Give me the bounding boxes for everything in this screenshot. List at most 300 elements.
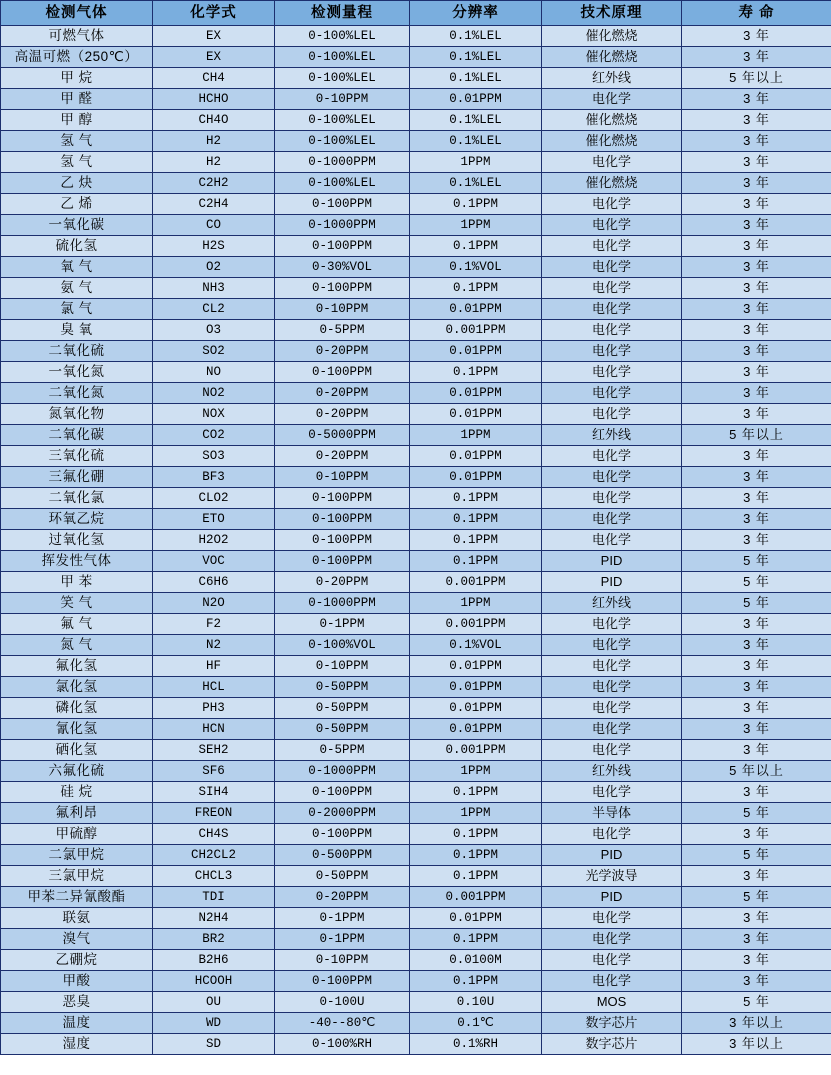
- cell-gas: 氮氧化物: [1, 404, 153, 425]
- column-header-formula: 化学式: [153, 1, 275, 26]
- cell-range: 0-50PPM: [275, 677, 410, 698]
- cell-formula: F2: [153, 614, 275, 635]
- cell-principle: 催化燃烧: [542, 26, 682, 47]
- cell-lifetime: 5 年: [682, 992, 831, 1013]
- cell-formula: B2H6: [153, 950, 275, 971]
- cell-formula: H2: [153, 152, 275, 173]
- cell-gas: 恶臭: [1, 992, 153, 1013]
- table-row: [1, 215, 831, 236]
- cell-lifetime: 3 年: [682, 236, 831, 257]
- table-row: [1, 236, 831, 257]
- cell-range: 0-20PPM: [275, 887, 410, 908]
- cell-lifetime: 5 年以上: [682, 761, 831, 782]
- table-row: [1, 1013, 831, 1034]
- cell-resolution: 0.1PPM: [410, 488, 542, 509]
- cell-range: 0-5PPM: [275, 320, 410, 341]
- table-row: [1, 950, 831, 971]
- table-header: [1, 1, 831, 26]
- cell-gas: 乙 炔: [1, 173, 153, 194]
- cell-principle: 电化学: [542, 446, 682, 467]
- cell-principle: 光学波导: [542, 866, 682, 887]
- cell-gas: 甲 烷: [1, 68, 153, 89]
- table-row: [1, 614, 831, 635]
- cell-principle: 电化学: [542, 950, 682, 971]
- cell-principle: 电化学: [542, 509, 682, 530]
- cell-range: 0-100PPM: [275, 362, 410, 383]
- cell-resolution: 0.01PPM: [410, 908, 542, 929]
- cell-range: 0-10PPM: [275, 299, 410, 320]
- table-row: [1, 887, 831, 908]
- cell-principle: 半导体: [542, 803, 682, 824]
- table-row: [1, 656, 831, 677]
- table-row: [1, 341, 831, 362]
- cell-lifetime: 5 年: [682, 803, 831, 824]
- cell-principle: 电化学: [542, 698, 682, 719]
- table-row: [1, 131, 831, 152]
- cell-principle: 电化学: [542, 194, 682, 215]
- cell-lifetime: 3 年: [682, 929, 831, 950]
- table-row: [1, 824, 831, 845]
- table-row: [1, 194, 831, 215]
- cell-formula: SIH4: [153, 782, 275, 803]
- cell-gas: 硫化氢: [1, 236, 153, 257]
- cell-formula: H2: [153, 131, 275, 152]
- cell-gas: 高温可燃（250℃）: [1, 47, 153, 68]
- cell-range: 0-100PPM: [275, 509, 410, 530]
- cell-resolution: 1PPM: [410, 152, 542, 173]
- cell-lifetime: 3 年: [682, 110, 831, 131]
- cell-range: 0-10PPM: [275, 467, 410, 488]
- cell-lifetime: 3 年: [682, 719, 831, 740]
- cell-formula: ETO: [153, 509, 275, 530]
- cell-principle: 电化学: [542, 341, 682, 362]
- table-row: [1, 551, 831, 572]
- cell-gas: 温度: [1, 1013, 153, 1034]
- cell-lifetime: 3 年: [682, 383, 831, 404]
- cell-range: 0-1000PPM: [275, 761, 410, 782]
- cell-resolution: 0.0100M: [410, 950, 542, 971]
- cell-principle: MOS: [542, 992, 682, 1013]
- cell-formula: OU: [153, 992, 275, 1013]
- cell-gas: 乙 烯: [1, 194, 153, 215]
- cell-resolution: 1PPM: [410, 593, 542, 614]
- table-row: [1, 299, 831, 320]
- cell-gas: 一氧化碳: [1, 215, 153, 236]
- table-row: [1, 467, 831, 488]
- cell-gas: 甲酸: [1, 971, 153, 992]
- cell-lifetime: 3 年: [682, 299, 831, 320]
- cell-gas: 甲苯二异氰酸酯: [1, 887, 153, 908]
- cell-range: 0-100%LEL: [275, 131, 410, 152]
- cell-principle: 电化学: [542, 320, 682, 341]
- cell-range: 0-100%LEL: [275, 173, 410, 194]
- cell-resolution: 1PPM: [410, 425, 542, 446]
- cell-lifetime: 3 年: [682, 341, 831, 362]
- header-row: [1, 1, 831, 26]
- cell-gas: 甲 醇: [1, 110, 153, 131]
- cell-formula: EX: [153, 26, 275, 47]
- cell-lifetime: 5 年: [682, 572, 831, 593]
- cell-formula: SF6: [153, 761, 275, 782]
- cell-gas: 联氨: [1, 908, 153, 929]
- cell-resolution: 1PPM: [410, 761, 542, 782]
- cell-resolution: 0.01PPM: [410, 446, 542, 467]
- cell-gas: 甲 苯: [1, 572, 153, 593]
- cell-principle: 电化学: [542, 404, 682, 425]
- cell-lifetime: 3 年: [682, 446, 831, 467]
- cell-gas: 氰化氢: [1, 719, 153, 740]
- table-row: [1, 1034, 831, 1055]
- cell-range: 0-5000PPM: [275, 425, 410, 446]
- table-row: [1, 530, 831, 551]
- cell-range: 0-20PPM: [275, 383, 410, 404]
- cell-lifetime: 3 年: [682, 530, 831, 551]
- cell-formula: HCHO: [153, 89, 275, 110]
- cell-gas: 二氧化氯: [1, 488, 153, 509]
- cell-gas: 乙硼烷: [1, 950, 153, 971]
- table-row: [1, 110, 831, 131]
- cell-formula: CH2CL2: [153, 845, 275, 866]
- cell-lifetime: 3 年: [682, 215, 831, 236]
- cell-lifetime: 3 年以上: [682, 1013, 831, 1034]
- cell-lifetime: 3 年: [682, 740, 831, 761]
- cell-formula: WD: [153, 1013, 275, 1034]
- cell-range: 0-100%LEL: [275, 110, 410, 131]
- cell-gas: 三氧化硫: [1, 446, 153, 467]
- cell-principle: 电化学: [542, 929, 682, 950]
- cell-resolution: 0.1%LEL: [410, 26, 542, 47]
- cell-gas: 可燃气体: [1, 26, 153, 47]
- cell-gas: 溴气: [1, 929, 153, 950]
- table-row: [1, 278, 831, 299]
- cell-gas: 三氯甲烷: [1, 866, 153, 887]
- cell-resolution: 0.001PPM: [410, 320, 542, 341]
- cell-gas: 二氧化氮: [1, 383, 153, 404]
- cell-resolution: 0.1PPM: [410, 362, 542, 383]
- cell-principle: PID: [542, 887, 682, 908]
- table-row: [1, 992, 831, 1013]
- cell-range: 0-50PPM: [275, 866, 410, 887]
- cell-range: 0-50PPM: [275, 698, 410, 719]
- cell-gas: 湿度: [1, 1034, 153, 1055]
- cell-formula: C2H4: [153, 194, 275, 215]
- cell-resolution: 0.01PPM: [410, 89, 542, 110]
- cell-range: 0-30%VOL: [275, 257, 410, 278]
- cell-principle: 催化燃烧: [542, 47, 682, 68]
- cell-resolution: 0.001PPM: [410, 740, 542, 761]
- cell-lifetime: 3 年: [682, 698, 831, 719]
- cell-lifetime: 3 年: [682, 950, 831, 971]
- cell-range: 0-1000PPM: [275, 593, 410, 614]
- cell-gas: 臭 氧: [1, 320, 153, 341]
- table-row: [1, 698, 831, 719]
- cell-resolution: 1PPM: [410, 803, 542, 824]
- cell-resolution: 0.01PPM: [410, 656, 542, 677]
- table-body: [1, 26, 831, 1055]
- table-row: [1, 782, 831, 803]
- table-row: [1, 152, 831, 173]
- cell-principle: 电化学: [542, 362, 682, 383]
- cell-principle: 数字芯片: [542, 1034, 682, 1055]
- cell-lifetime: 3 年: [682, 782, 831, 803]
- column-header-lifetime: 寿 命: [682, 1, 831, 26]
- cell-formula: HCOOH: [153, 971, 275, 992]
- cell-principle: 电化学: [542, 299, 682, 320]
- cell-range: 0-100PPM: [275, 194, 410, 215]
- cell-resolution: 0.001PPM: [410, 572, 542, 593]
- cell-resolution: 0.01PPM: [410, 383, 542, 404]
- table-row: [1, 362, 831, 383]
- column-header-principle: 技术原理: [542, 1, 682, 26]
- cell-range: 0-500PPM: [275, 845, 410, 866]
- cell-resolution: 0.1PPM: [410, 509, 542, 530]
- cell-lifetime: 3 年: [682, 89, 831, 110]
- table-row: [1, 866, 831, 887]
- cell-formula: CLO2: [153, 488, 275, 509]
- cell-gas: 二氯甲烷: [1, 845, 153, 866]
- cell-gas: 硒化氢: [1, 740, 153, 761]
- column-header-resolution: 分辨率: [410, 1, 542, 26]
- table-row: [1, 383, 831, 404]
- cell-formula: H2S: [153, 236, 275, 257]
- cell-resolution: 1PPM: [410, 215, 542, 236]
- cell-lifetime: 5 年以上: [682, 425, 831, 446]
- cell-gas: 氯化氢: [1, 677, 153, 698]
- cell-principle: 电化学: [542, 530, 682, 551]
- cell-resolution: 0.01PPM: [410, 341, 542, 362]
- cell-lifetime: 3 年: [682, 26, 831, 47]
- cell-resolution: 0.1%LEL: [410, 131, 542, 152]
- table-row: [1, 89, 831, 110]
- table-row: [1, 26, 831, 47]
- cell-gas: 氢 气: [1, 131, 153, 152]
- cell-lifetime: 3 年: [682, 908, 831, 929]
- cell-range: 0-100U: [275, 992, 410, 1013]
- cell-lifetime: 3 年: [682, 404, 831, 425]
- cell-gas: 氟化氢: [1, 656, 153, 677]
- cell-formula: CO2: [153, 425, 275, 446]
- cell-formula: N2H4: [153, 908, 275, 929]
- table-row: [1, 908, 831, 929]
- cell-range: 0-100PPM: [275, 551, 410, 572]
- cell-range: 0-5PPM: [275, 740, 410, 761]
- cell-principle: 催化燃烧: [542, 131, 682, 152]
- cell-range: 0-10PPM: [275, 656, 410, 677]
- cell-lifetime: 3 年: [682, 152, 831, 173]
- cell-gas: 氟 气: [1, 614, 153, 635]
- cell-gas: 二氧化碳: [1, 425, 153, 446]
- cell-formula: NO2: [153, 383, 275, 404]
- cell-formula: HF: [153, 656, 275, 677]
- table-row: [1, 593, 831, 614]
- cell-formula: CL2: [153, 299, 275, 320]
- cell-principle: 电化学: [542, 824, 682, 845]
- table-row: [1, 740, 831, 761]
- table-row: [1, 572, 831, 593]
- cell-lifetime: 3 年: [682, 278, 831, 299]
- cell-range: 0-1PPM: [275, 908, 410, 929]
- table-row: [1, 488, 831, 509]
- cell-principle: 催化燃烧: [542, 110, 682, 131]
- cell-gas: 氨 气: [1, 278, 153, 299]
- cell-resolution: 0.1PPM: [410, 236, 542, 257]
- cell-formula: NO: [153, 362, 275, 383]
- table-row: [1, 173, 831, 194]
- cell-principle: 电化学: [542, 719, 682, 740]
- cell-range: 0-20PPM: [275, 572, 410, 593]
- cell-principle: 数字芯片: [542, 1013, 682, 1034]
- cell-gas: 环氧乙烷: [1, 509, 153, 530]
- cell-principle: 电化学: [542, 782, 682, 803]
- cell-formula: N2: [153, 635, 275, 656]
- cell-principle: 电化学: [542, 236, 682, 257]
- cell-lifetime: 3 年: [682, 866, 831, 887]
- cell-range: 0-100%RH: [275, 1034, 410, 1055]
- cell-formula: N2O: [153, 593, 275, 614]
- cell-resolution: 0.01PPM: [410, 404, 542, 425]
- table-row: [1, 677, 831, 698]
- cell-resolution: 0.1%VOL: [410, 257, 542, 278]
- cell-lifetime: 3 年: [682, 257, 831, 278]
- cell-gas: 一氧化氮: [1, 362, 153, 383]
- cell-principle: 电化学: [542, 635, 682, 656]
- cell-formula: BF3: [153, 467, 275, 488]
- cell-principle: 电化学: [542, 614, 682, 635]
- cell-formula: CH4O: [153, 110, 275, 131]
- cell-resolution: 0.1PPM: [410, 530, 542, 551]
- cell-lifetime: 3 年: [682, 362, 831, 383]
- cell-range: 0-100PPM: [275, 488, 410, 509]
- cell-lifetime: 5 年: [682, 593, 831, 614]
- cell-lifetime: 3 年: [682, 467, 831, 488]
- cell-resolution: 0.01PPM: [410, 467, 542, 488]
- cell-range: 0-100PPM: [275, 278, 410, 299]
- cell-resolution: 0.1PPM: [410, 824, 542, 845]
- cell-principle: 电化学: [542, 89, 682, 110]
- cell-formula: TDI: [153, 887, 275, 908]
- cell-resolution: 0.1PPM: [410, 194, 542, 215]
- cell-resolution: 0.1PPM: [410, 866, 542, 887]
- cell-principle: 电化学: [542, 257, 682, 278]
- cell-principle: 电化学: [542, 383, 682, 404]
- cell-gas: 挥发性气体: [1, 551, 153, 572]
- cell-gas: 氮 气: [1, 635, 153, 656]
- cell-principle: 电化学: [542, 488, 682, 509]
- cell-lifetime: 3 年: [682, 614, 831, 635]
- cell-lifetime: 3 年: [682, 509, 831, 530]
- cell-principle: PID: [542, 572, 682, 593]
- cell-principle: 电化学: [542, 215, 682, 236]
- cell-principle: 红外线: [542, 593, 682, 614]
- cell-lifetime: 3 年: [682, 656, 831, 677]
- cell-range: 0-10PPM: [275, 950, 410, 971]
- cell-range: 0-1000PPM: [275, 215, 410, 236]
- table-row: [1, 425, 831, 446]
- cell-gas: 六氟化硫: [1, 761, 153, 782]
- table-row: [1, 446, 831, 467]
- table-row: [1, 761, 831, 782]
- cell-resolution: 0.1%LEL: [410, 47, 542, 68]
- cell-formula: CO: [153, 215, 275, 236]
- cell-resolution: 0.001PPM: [410, 887, 542, 908]
- cell-lifetime: 5 年: [682, 551, 831, 572]
- cell-range: -40--80℃: [275, 1013, 410, 1034]
- cell-principle: 红外线: [542, 425, 682, 446]
- table-row: [1, 845, 831, 866]
- table-row: [1, 257, 831, 278]
- cell-resolution: 0.1%RH: [410, 1034, 542, 1055]
- cell-range: 0-100PPM: [275, 782, 410, 803]
- cell-gas: 氟利昂: [1, 803, 153, 824]
- cell-lifetime: 3 年: [682, 131, 831, 152]
- cell-formula: H2O2: [153, 530, 275, 551]
- cell-range: 0-50PPM: [275, 719, 410, 740]
- table-row: [1, 635, 831, 656]
- cell-formula: VOC: [153, 551, 275, 572]
- cell-lifetime: 3 年: [682, 194, 831, 215]
- cell-gas: 二氧化硫: [1, 341, 153, 362]
- cell-principle: 电化学: [542, 152, 682, 173]
- cell-gas: 甲硫醇: [1, 824, 153, 845]
- cell-range: 0-100PPM: [275, 236, 410, 257]
- cell-lifetime: 3 年: [682, 488, 831, 509]
- cell-formula: SEH2: [153, 740, 275, 761]
- column-header-range: 检测量程: [275, 1, 410, 26]
- cell-principle: 电化学: [542, 677, 682, 698]
- cell-formula: FREON: [153, 803, 275, 824]
- cell-resolution: 0.1%LEL: [410, 110, 542, 131]
- cell-lifetime: 3 年: [682, 824, 831, 845]
- cell-lifetime: 3 年: [682, 320, 831, 341]
- cell-lifetime: 3 年: [682, 635, 831, 656]
- cell-principle: 电化学: [542, 656, 682, 677]
- cell-lifetime: 5 年: [682, 845, 831, 866]
- cell-gas: 氧 气: [1, 257, 153, 278]
- cell-resolution: 0.1PPM: [410, 845, 542, 866]
- cell-resolution: 0.1%VOL: [410, 635, 542, 656]
- cell-resolution: 0.001PPM: [410, 614, 542, 635]
- cell-formula: C6H6: [153, 572, 275, 593]
- cell-formula: HCL: [153, 677, 275, 698]
- table-row: [1, 404, 831, 425]
- cell-formula: SO2: [153, 341, 275, 362]
- cell-gas: 氢 气: [1, 152, 153, 173]
- cell-range: 0-1000PPM: [275, 152, 410, 173]
- cell-formula: SO3: [153, 446, 275, 467]
- cell-resolution: 0.10U: [410, 992, 542, 1013]
- cell-lifetime: 5 年: [682, 887, 831, 908]
- cell-range: 0-20PPM: [275, 446, 410, 467]
- table-row: [1, 929, 831, 950]
- cell-range: 0-20PPM: [275, 404, 410, 425]
- cell-principle: 红外线: [542, 761, 682, 782]
- cell-range: 0-1PPM: [275, 929, 410, 950]
- cell-resolution: 0.01PPM: [410, 698, 542, 719]
- cell-resolution: 0.1PPM: [410, 782, 542, 803]
- cell-resolution: 0.01PPM: [410, 719, 542, 740]
- cell-range: 0-2000PPM: [275, 803, 410, 824]
- cell-formula: C2H2: [153, 173, 275, 194]
- table-row: [1, 971, 831, 992]
- table-row: [1, 68, 831, 89]
- cell-range: 0-100%LEL: [275, 47, 410, 68]
- cell-gas: 磷化氢: [1, 698, 153, 719]
- cell-gas: 笑 气: [1, 593, 153, 614]
- cell-resolution: 0.1%LEL: [410, 173, 542, 194]
- cell-resolution: 0.1PPM: [410, 551, 542, 572]
- cell-range: 0-100PPM: [275, 824, 410, 845]
- table-row: [1, 47, 831, 68]
